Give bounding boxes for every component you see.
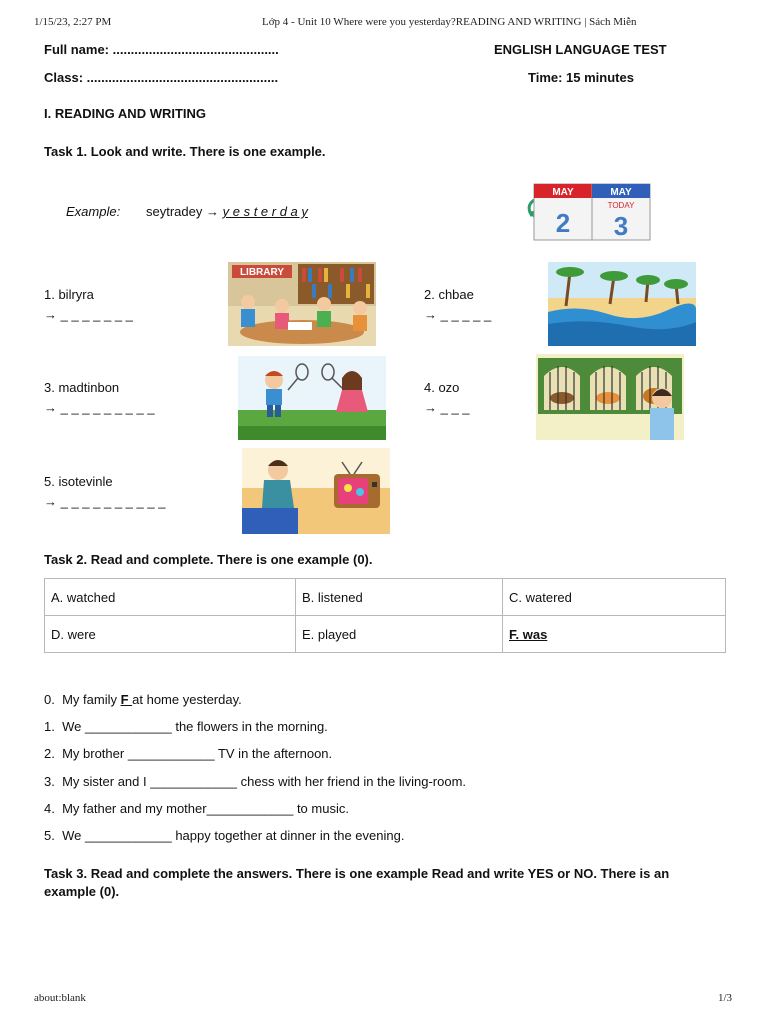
calendar-picture [520,180,654,246]
item-1-label: 1. bilryra [44,287,94,302]
sentence-1 [44,719,328,734]
library-sign-text: LIBRARY [239,267,285,278]
example-word [146,204,308,219]
calendar-month-2: MAY [610,187,632,198]
page-number: 1/3 [718,992,733,1004]
sentence-number: 2. [44,746,55,761]
time-limit: Time: 15 minutes [528,70,634,85]
full-name-line: Full name: .............................................. [44,42,279,57]
sentence-number: 0. [44,692,55,707]
word-option-b: B. listened [296,579,503,616]
word-bank-table [44,578,726,653]
print-document-title: Lớp 4 - Unit 10 Where were you yesterday?READING AND WRITING | Sách Miễn [262,16,637,28]
item-4-blanks: → _ _ _ [424,400,470,415]
sentence-number: 1. [44,719,55,734]
sentence-text: My brother ____________ TV in the afternoon. [62,746,333,761]
sentence-text: We ____________ happy together at dinner in the evening. [62,828,405,843]
example-answer: y e s t e r d a y [222,204,308,219]
class-line: Class: ..................................................... [44,70,279,85]
watching-tv-picture [242,448,390,534]
sentence-number: 3. [44,774,55,789]
sentence-5 [44,828,404,843]
calendar-day-2: 3 [613,211,629,241]
sentence-text: at home yesterday. [132,692,242,707]
table-row [45,579,726,616]
sentence-text: My father and my mother____________ to music. [62,801,349,816]
item-4-label: 4. ozo [424,380,460,395]
sentence-4 [44,801,349,816]
item-5-label: 5. isotevinle [44,474,113,489]
sentence-0 [44,692,242,707]
badminton-picture [238,356,386,440]
library-picture [228,262,376,346]
example-label: Example: [66,204,121,219]
item-5-blanks: → _ _ _ _ _ _ _ _ _ _ [44,494,166,509]
sentence-text: My sister and I ____________ chess with her friend in the living-room. [62,774,467,789]
word-option-f: F. was [503,616,726,653]
section-title: I. READING AND WRITING [44,106,207,121]
word-option-d: D. were [45,616,296,653]
print-url: about:blank [34,992,86,1004]
calendar-today: TODAY [607,201,635,210]
arrow-icon: → [206,204,219,219]
task2-title: Task 2. Read and complete. There is one example (0). [44,552,373,567]
example-scrambled: seytradey [146,204,203,219]
item-3-label: 3. madtinbon [44,380,120,395]
sentence-3 [44,774,466,789]
sentence-2 [44,746,332,761]
task3-title: Task 3. Read and complete the answers. There is one example Read and write YES or NO. There is an example (0). [44,866,670,899]
item-2-blanks: → _ _ _ _ _ [424,307,492,322]
task1-title: Task 1. Look and write. There is one example. [44,144,326,159]
print-datetime: 1/15/23, 2:27 PM [34,16,112,28]
word-option-e: E. played [296,616,503,653]
beach-picture [548,262,696,346]
calendar-day-1: 2 [555,208,571,238]
item-1-blanks: → _ _ _ _ _ _ _ [44,307,133,322]
table-row [45,616,726,653]
sentence-text: We ____________ the flowers in the morning. [62,719,328,734]
test-title: ENGLISH LANGUAGE TEST [494,42,667,57]
word-option-c: C. watered [503,579,726,616]
example-answer-f: F [120,692,133,707]
item-2-label: 2. chbae [424,287,474,302]
sentence-number: 4. [44,801,55,816]
zoo-picture [536,354,684,440]
sentence-number: 5. [44,828,55,843]
sentence-text: My family [62,692,121,707]
calendar-month-1: MAY [552,187,574,198]
word-option-a: A. watched [45,579,296,616]
item-3-blanks: → _ _ _ _ _ _ _ _ _ [44,400,155,415]
